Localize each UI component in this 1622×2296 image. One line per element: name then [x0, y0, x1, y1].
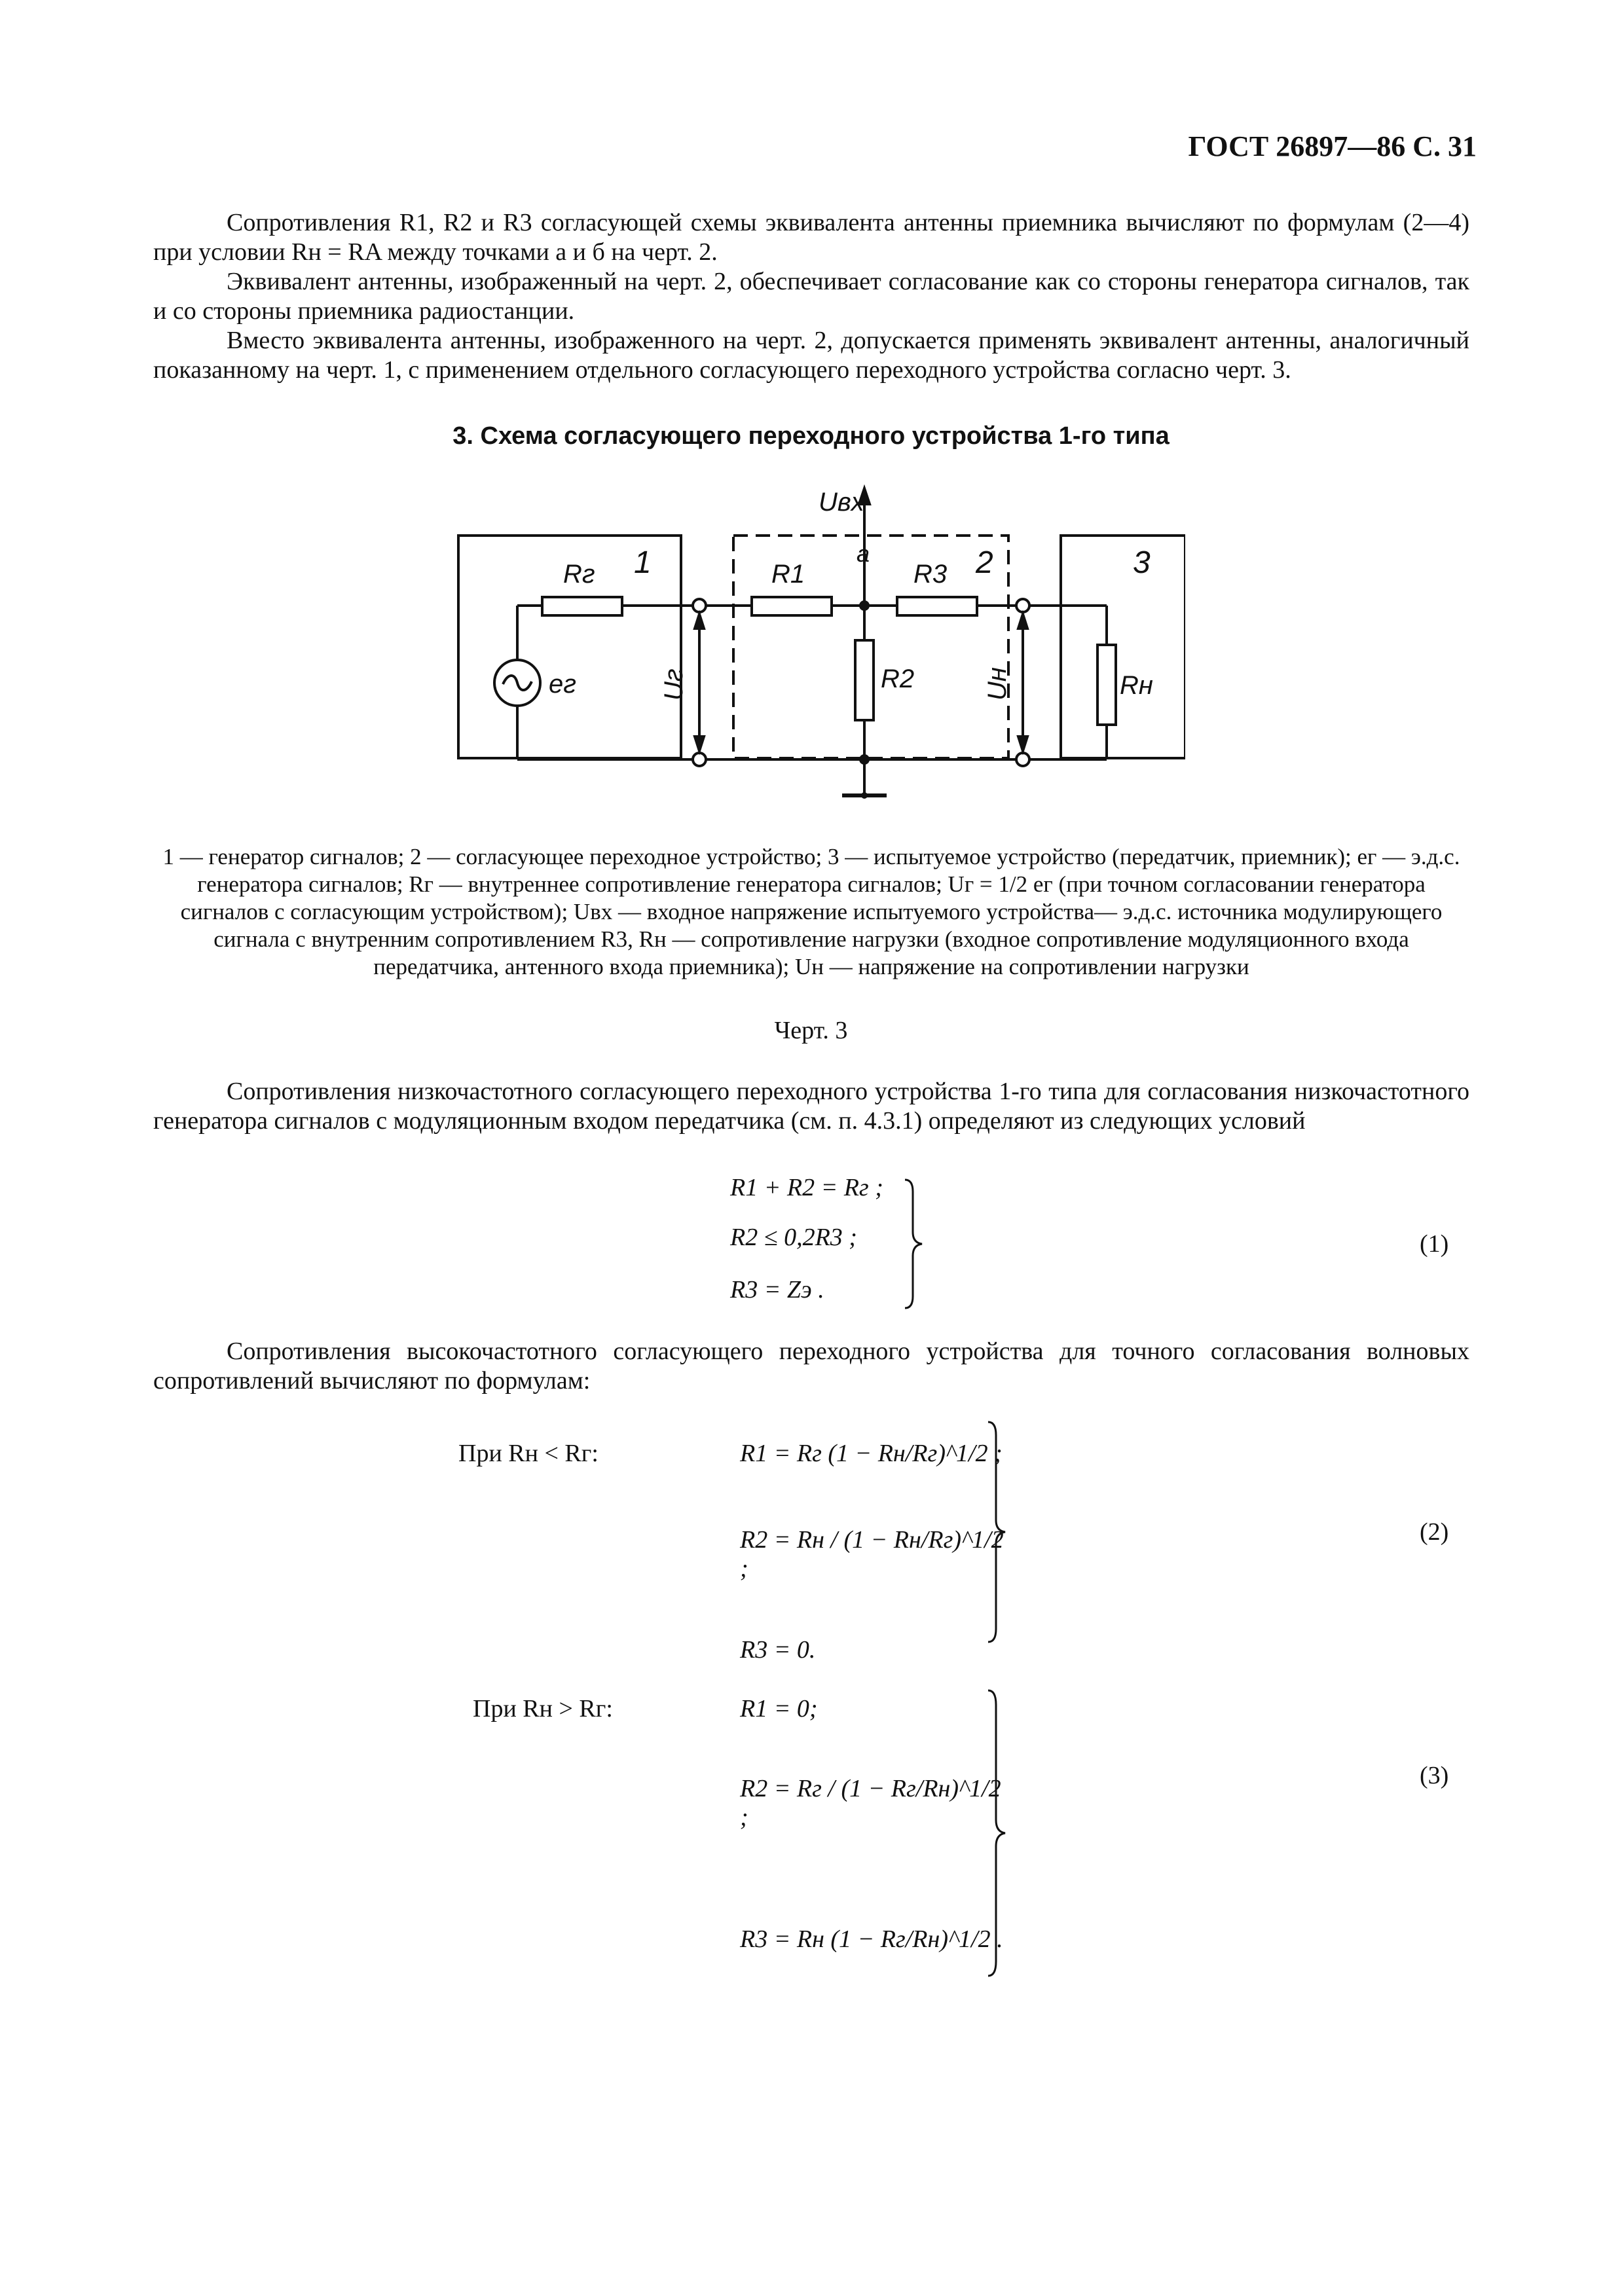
- eq2-brace: [986, 1421, 1012, 1643]
- circuit-diagram: [452, 484, 1185, 841]
- node-bottom: [859, 754, 870, 765]
- eq3-r3: R3 = Rн (1 − Rг/Rн)^1/2 .: [740, 1925, 1003, 1953]
- eq3-r1: R1 = 0;: [740, 1695, 818, 1722]
- eq1-brace: [902, 1178, 929, 1309]
- device-under-test-block: [1061, 536, 1185, 758]
- label-rg: Rг: [563, 560, 595, 589]
- label-u-in: Uвх: [819, 488, 864, 517]
- intro-paragraph-2: Эквивалент антенны, изображенный на черт. 2, обеспечивает согласование как со стороны генератора сигналов, так и со стороны приемника радиостанции.: [153, 268, 1469, 325]
- eq2-number: (2): [1420, 1518, 1449, 1546]
- lf-paragraph: Сопротивления низкочастотного согласующего переходного устройства 1-го типа для согласования низкочастотного генератора сигналов с модуляционным входом передатчика (см. п. 4.3.1) определяют из следующих условий: [153, 1078, 1469, 1135]
- label-r3: R3: [913, 560, 948, 589]
- eq2-r3: R3 = 0.: [740, 1636, 816, 1664]
- resistor-r1: [752, 597, 832, 615]
- eq2-r2: R2 = Rн / (1 − Rн/Rг)^1/2 ;: [740, 1526, 1004, 1582]
- label-r2: R2: [881, 665, 915, 693]
- label-ug: Uг: [659, 668, 688, 701]
- page-header: ГОСТ 26897—86 С. 31: [1188, 130, 1477, 162]
- node-a: [859, 600, 870, 611]
- intro-text: [153, 208, 1469, 385]
- eq3-condition: При Rн > Rг:: [473, 1695, 613, 1722]
- resistor-r2: [855, 640, 874, 720]
- label-eg: eг: [549, 670, 576, 699]
- hf-paragraph: Сопротивления высокочастотного согласующего переходного устройства для точного согласования волновых сопротивлений вычисляют по формулам:: [153, 1338, 1469, 1394]
- label-un: Uн: [983, 667, 1012, 701]
- label-r1: R1: [771, 560, 805, 589]
- eq1-line-3: R3 = Zэ .: [730, 1276, 824, 1303]
- label-a: a: [857, 540, 870, 567]
- resistor-rg: [542, 597, 622, 615]
- eq1-line-2: R2 ≤ 0,2R3 ;: [730, 1224, 857, 1251]
- intro-paragraph-1: Сопротивления R1, R2 и R3 согласующей схемы эквивалента антенны приемника вычисляют по формулам (2—4) при условии Rн = RA между точками а и б на черт. 2.: [153, 209, 1469, 266]
- intro-paragraph-3: Вместо эквивалента антенны, изображенного на черт. 2, допускается применять эквивалент антенны, аналогичный показанному на черт. 1, с применением отдельного согласующего переходного устройства согласно черт. 3.: [153, 327, 1469, 384]
- eq1-number: (1): [1420, 1230, 1449, 1258]
- figure-number: Черт. 3: [774, 1017, 848, 1044]
- label-block-3: 3: [1133, 545, 1151, 580]
- resistor-rn: [1097, 645, 1116, 725]
- eq1-line-1: R1 + R2 = Rг ;: [730, 1174, 883, 1201]
- section-title: 3. Схема согласующего переходного устройства 1-го типа: [452, 422, 1170, 450]
- eq3-r2: R2 = Rг / (1 − Rг/Rн)^1/2 ;: [740, 1775, 1001, 1831]
- label-block-2: 2: [976, 545, 993, 580]
- label-rn: Rн: [1120, 671, 1153, 700]
- resistor-r3: [897, 597, 977, 615]
- eq2-r1: R1 = Rг (1 − Rн/Rг)^1/2 ;: [740, 1440, 1003, 1467]
- label-block-1: 1: [634, 545, 652, 580]
- eq2-condition: При Rн < Rг:: [458, 1440, 599, 1467]
- eq3-number: (3): [1420, 1762, 1449, 1789]
- figure-caption: 1 — генератор сигналов; 2 — согласующее переходное устройство; 3 — испытуемое устройство (передатчик, приемник); eг — э.д.с. генератора сигналов; Rг — внутреннее сопротивление генератора сигналов; Uг = 1/2 eг (при точном согласовании генератора сигналов с согласующим устройством); Uвх — входное напряжение испытуемого устройства— э.д.с. источника модулирующего сигнала с внутренним сопротивлением R3, Rн — сопротивление нагрузки (входное сопротивление модуляционного входа передатчика, антенного входа приемника); Uн — напряжение на сопротивлении нагрузки: [162, 844, 1460, 979]
- eq3-brace: [986, 1689, 1012, 1977]
